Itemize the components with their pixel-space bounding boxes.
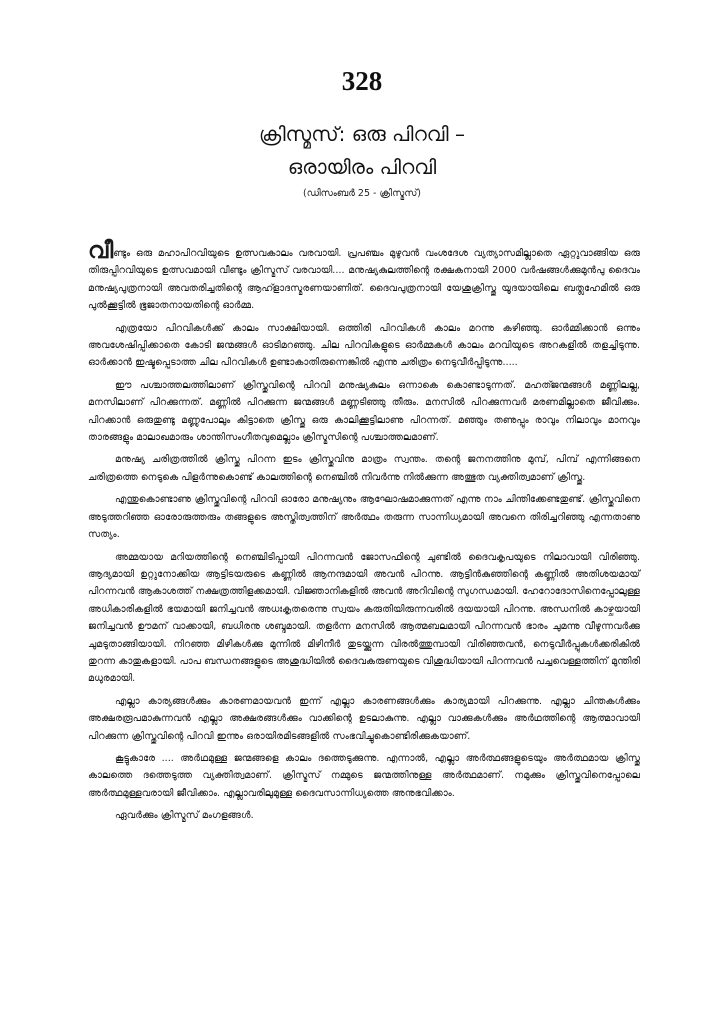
paragraph-2: എത്രയോ പിറവികൾക്ക് കാലം സാക്ഷിയായി. ഒത്തിരി പിറവികൾ കാലം മറന്നു കഴിഞ്ഞു. ഓർമ്മിക്കാൻ ഒന്നും അവശേഷിപ്പിക്കാതെ കോടി ജന്മങ്ങൾ ഓടിമറഞ്ഞു. ചില പിറവികളുടെ ഓർമ്മകൾ കാലം മറവിയുടെ അറകളിൽ തളച്ചിടുന്നു. ഓർക്കാൻ ഇഷ്ടപ്പെടാത്ത ചില പിറവികൾ ഉണ്ടാകാതിരുന്നെങ്കിൽ എന്നു ചരിത്രം നെടുവീർപ്പിടുന്നു..... <box>88 322 640 369</box>
paragraph-3: ഈ പശ്ചാത്തലത്തിലാണ് ക്രിസ്തുവിന്റെ പിറവി മനുഷ്യകുലം ഒന്നാകെ കൊണ്ടാടുന്നത്. മഹത്ജന്മങ്ങൾ മണ്ണിലല്ല, മനസിലാണ് പിറക്കുന്നത്. മണ്ണിൽ പിറക്കുന്ന ജന്മങ്ങൾ മണ്ണടിഞ്ഞു തീരും. മനസിൽ പിറക്കുന്നവർ മരണമില്ലാതെ ജീവിക്കും. പിറക്കാൻ ഒരുതുണ്ടു മണ്ണുപോലും കിട്ടാതെ ക്രിസ്തു ഒരു കാലിക്കൂട്ടിലാണു പിറന്നത്. മഞ്ഞും തണുപ്പും രാവും നിലാവും മാനവും താരങ്ങളും മാലാഖമാരും ശാന്തിസംഗീതവുമെല്ലാം ക്രിസ്മസിന്റെ പശ്ചാത്തലമാണ്. <box>88 379 640 444</box>
page-number: 328 <box>341 66 383 96</box>
paragraph-5: എന്തുകൊണ്ടാണു ക്രിസ്തുവിന്റെ പിറവി ഓരോ മനുഷ്യനും ആഘോഷമാക്കുന്നത് എന്നു നാം ചിന്തിക്കേണ്ടതുണ്ട്. ക്രിസ്തുവിനെ അടുത്തറിഞ്ഞ ഓരോരുത്തരും തങ്ങളുടെ അസ്തിത്വത്തിന് അർത്ഥം തരുന്ന സാന്നിധ്യമായി അവനെ തിരിച്ചറിഞ്ഞു എന്നതാണു സത്യം. <box>88 494 640 541</box>
paragraph-4: മനുഷ്യ ചരിത്രത്തിൽ ക്രിസ്തു പിറന്ന ഇടം ക്രിസ്തുവിനു മാത്രം സ്വന്തം. തന്റെ ജനനത്തിനു മുമ്പ്, പിമ്പ് എന്നിങ്ങനെ ചരിത്രത്തെ നെടുകെ പിളർന്നുകൊണ്ട് കാലത്തിന്റെ നെഞ്ചിൽ നിവർന്നു നിൽക്കുന്ന അത്ഭുത വ്യക്തിത്വമാണ് ക്രിസ്തു. <box>88 454 640 483</box>
paragraph-1-text: ണ്ടും ഒരു മഹാപിറവിയുടെ ഉത്സവകാലം വരവായി. പ്രപഞ്ചം മുഴുവൻ വംശദേശ വ്യത്യാസമില്ലാതെ ഏറ്റുവാങ്ങിയ ഒരു തിരുപ്പിറവിയുടെ ഉത്സവമായി വീണ്ടും ക്രിസ്മസ് വരവായി.... മനുഷ്യകുലത്തിന്റെ രക്ഷകനായി 2000 വർഷങ്ങൾക്കുമുൻപു ദൈവം മനുഷ്യപുത്രനായി അവതരിച്ചതിന്റെ ആഹ്ളാദസ്മരണയാണിത്. ദൈവപുത്രനായി യേശുക്രിസ്തു യൂദയായിലെ ബത്ലഹേമിൽ ഒരു പുൽക്കൂട്ടിൽ ഭൂജാതനായതിന്റെ ഓർമ്മ. <box>88 248 640 312</box>
article-subtitle: (ഡിസംബർ 25 - ക്രിസ്മസ്) <box>303 188 421 199</box>
article-title <box>0 118 724 184</box>
paragraph-9: ഏവർക്കും ക്രിസ്മസ് മംഗളങ്ങൾ. <box>115 810 254 822</box>
paragraph-6: അമ്മയായ മറിയത്തിന്റെ നെഞ്ചിടിപ്പായി പിറന്നവൻ ജോസഫിന്റെ ചുണ്ടിൽ ദൈവകൃപയുടെ നിലാവായി വിരിഞ്ഞു. ആദ്യമായി ഉറ്റുനോക്കിയ ആട്ടിടയരുടെ കണ്ണിൽ ആനന്ദമായി അവൻ പിറന്നു. ആട്ടിൻകുഞ്ഞിന്റെ കണ്ണിൽ അതിശയമായ് പിറന്നവൻ ആകാശത്ത് നക്ഷത്രത്തിളക്കമായി. വിജ്ഞാനികളിൽ അവൻ അറിവിന്റെ സുഗന്ധമായി. ഹേറോദോസിനെപ്പോലുള്ള അധികാരികളിൽ ഭയമായി ജനിച്ചവൻ അധഃകൃതരെന്നു സ്വയം കരുതിയിരുന്നവരിൽ ദയയായി പിറന്നു. അന്ധനിൽ കാഴ്ചയായി ജനിച്ചവൻ ഊമന് വാക്കായി, ബധിരനു ശബ്ദമായി. തളർന്ന മനസിൽ ആത്മബലമായി പിറന്നവൻ ഭാരം ചുമന്നു വീഴുന്നവർക്കു ചുമടുതാങ്ങിയായി. നിറഞ്ഞ മിഴികൾക്കു മുന്നിൽ മിഴിനീർ തുടയ്ക്കുന്ന വിരൽത്തുമ്പായി വിരിഞ്ഞവൻ, നെടുവീർപ്പുകൾക്കരികിൽ തുറന്ന കാതുകളായി. പാപ ബന്ധനങ്ങളുടെ അശുദ്ധിയിൽ ദൈവകരുണയുടെ വിശുദ്ധിയായി പിറന്നവൻ പച്ചവെള്ളത്തിന് മുന്തിരി മധുരമായി. <box>88 551 640 685</box>
paragraph-7: എല്ലാ കാര്യങ്ങൾക്കും കാരണമായവൻ ഇന്ന് എല്ലാ കാരണങ്ങൾക്കും കാര്യമായി പിറക്കുന്നു. എല്ലാ ചിന്തകൾക്കും അക്ഷരരൂപമാകുന്നവൻ എല്ലാ അക്ഷരങ്ങൾക്കും വാക്കിന്റെ ഉടലാകുന്നു. എല്ലാ വാക്കുകൾക്കും അർഥത്തിന്റെ ആത്മാവായി പിറക്കുന്ന ക്രിസ്തുവിന്റെ പിറവി ഇന്നും ഒരായിരമിടങ്ങളിൽ സംഭവിച്ചുകൊണ്ടിരിക്കുകയാണ്. <box>88 695 640 742</box>
article-body <box>88 238 640 830</box>
paragraph-1 <box>88 238 640 315</box>
title-line-1: ക്രിസ്മസ്: ഒരു പിറവി – <box>259 122 465 146</box>
drop-cap: വീ <box>88 238 114 264</box>
paragraph-8: കൂട്ടുകാരേ .... അർഥമുള്ള ജന്മങ്ങളെ കാലം ദത്തെടുക്കുന്നു. എന്നാൽ, എല്ലാ അർത്ഥങ്ങളുടെയും അർത്ഥമായ ക്രിസ്തു കാലത്തെ ദത്തെടുത്ത വ്യക്തിത്വമാണ്. ക്രിസ്മസ് നമ്മുടെ ജന്മത്തിനുള്ള അർത്ഥമാണ്. നമുക്കും ക്രിസ്തുവിനെപ്പോലെ അർത്ഥമുള്ളവരായി ജീവിക്കാം. എല്ലാവരിലുമുള്ള ദൈവസാന്നിധ്യത്തെ അനുഭവിക്കാം. <box>88 752 640 799</box>
title-line-2: ഒരായിരം പിറവി <box>287 155 437 179</box>
